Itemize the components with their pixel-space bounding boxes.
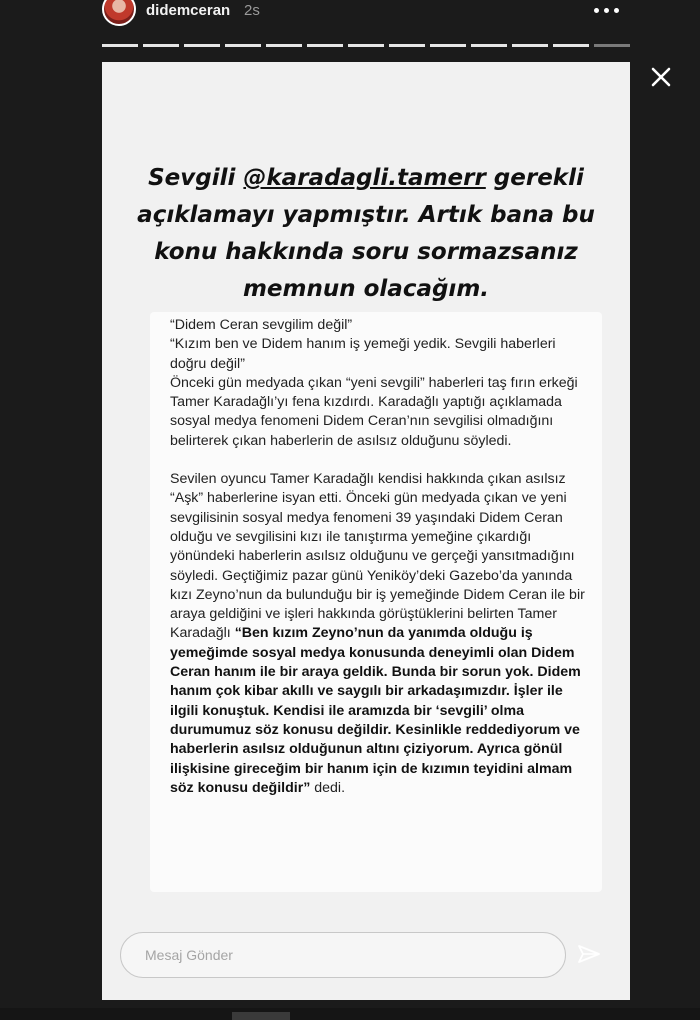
message-placeholder: Mesaj Gönder bbox=[145, 947, 233, 963]
article-quote-title: “Didem Ceran sevgilim değil” bbox=[170, 317, 353, 333]
progress-segment bbox=[512, 44, 548, 47]
article-lead-text: Sevilen oyuncu Tamer Karadağlı kendisi hakkında çıkan asılsız “Aşk” haberlerine isyan etti. Önceki gün medyada çıkan ve yeni sevgilisinin sosyal medya fenomeni 39 yaşındaki Didem Ceran olduğu ve sevgilisini kızı ile tanıştırma yemeğine çıkardığı yönündeki haberlerin asılsız olduğunu ve gerçeği yansıtmadığını söyledi. Geçtiğimiz pazar günü Yeniköy’deki Gazebo’da yanında kızı Zeyno’nun da bulunduğu bir iş yemeğinde Didem Ceran ile bir araya geldiğini ve işleri hakkında görüştüklerini belirten Tamer Karadağlı bbox=[170, 471, 585, 642]
article-paragraph bbox=[170, 470, 590, 798]
story-progress-bar bbox=[102, 44, 630, 47]
article-text bbox=[170, 316, 590, 798]
article-screenshot bbox=[150, 312, 602, 892]
article-bold-quote: “Ben kızım Zeyno’nun da yanımda olduğu iş yemeğimde sosyal medya konusunda deneyimli olan Didem Ceran hanım ile bir araya geldik. Bunda bir sorun yok. Didem hanım çok kibar akıllı ve saygılı bir arkadaşımızdır. İşler ile ilgili konuştuk. Kendisi ile aramızda bir ‘sevgili’ olma durumumuz söz konusu değildir. Kesinlikle reddediyorum ve haberlerin asılsız olduğunun altını çiziyorum. Ayrıca gönül ilişkisine gireceğim bir hanım için de kızımın teyidini almam söz konusu değildir” bbox=[170, 625, 581, 796]
progress-segment bbox=[553, 44, 589, 47]
article-tail-text: dedi. bbox=[310, 779, 346, 796]
progress-segment bbox=[225, 44, 261, 47]
progress-segment bbox=[102, 44, 138, 47]
progress-segment bbox=[471, 44, 507, 47]
progress-segment bbox=[389, 44, 425, 47]
story-timestamp: 2s bbox=[244, 2, 260, 19]
close-icon[interactable] bbox=[648, 64, 674, 90]
story-headline bbox=[122, 160, 610, 308]
headline-line: memnun olacağım. bbox=[242, 276, 490, 302]
more-horizontal-icon[interactable] bbox=[594, 0, 620, 20]
headline-text: Sevgili bbox=[148, 165, 244, 191]
progress-segment bbox=[348, 44, 384, 47]
headline-line bbox=[122, 160, 610, 197]
progress-segment bbox=[143, 44, 179, 47]
progress-segment bbox=[307, 44, 343, 47]
mention-link[interactable]: @karadagli.tamerr bbox=[243, 165, 486, 191]
article-quote-subtitle: “Kızım ben ve Didem hanım iş yemeği yedik. Sevgili haberleri doğru değil” bbox=[170, 336, 556, 372]
story-header bbox=[0, 0, 700, 40]
progress-segment-current bbox=[594, 44, 630, 47]
message-input[interactable] bbox=[120, 932, 566, 978]
headline-text: gerekli bbox=[485, 165, 584, 191]
headline-line: konu hakkında soru sormazsanız bbox=[154, 239, 578, 265]
progress-segment bbox=[184, 44, 220, 47]
home-indicator bbox=[232, 1012, 290, 1020]
avatar[interactable] bbox=[102, 0, 136, 26]
send-icon[interactable] bbox=[576, 942, 602, 968]
progress-segment bbox=[266, 44, 302, 47]
bottom-strip bbox=[0, 1008, 700, 1020]
username[interactable]: didemceran bbox=[146, 2, 231, 19]
progress-segment bbox=[430, 44, 466, 47]
article-paragraph: Önceki gün medyada çıkan “yeni sevgili” haberleri taş fırın erkeği Tamer Karadağlı’yı fena kızdırdı. Karadağlı yaptığı açıklamada sosyal medya fenomeni Didem Ceran’nın sevgilisi olmadığını belirterek çıkan haberlerin de asılsız olduğunu söyledi. bbox=[170, 374, 578, 449]
headline-line: açıklamayı yapmıştır. Artık bana bu bbox=[137, 202, 595, 228]
story-content[interactable] bbox=[102, 62, 630, 1000]
